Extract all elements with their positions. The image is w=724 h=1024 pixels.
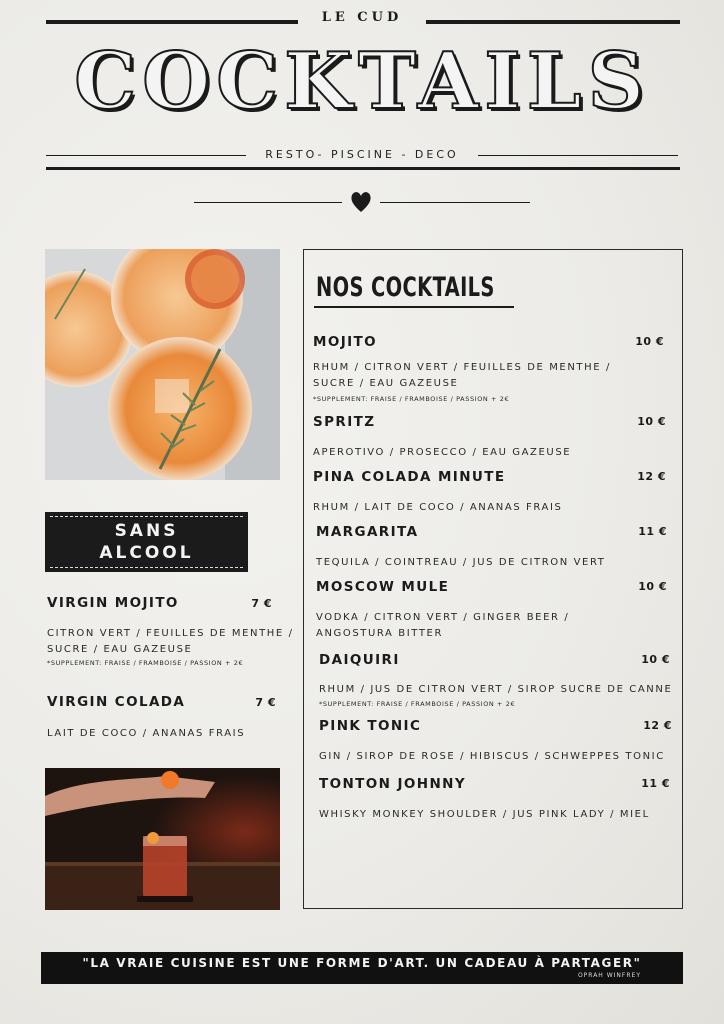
daiquiri-supplement: *SUPPLEMENT: FRAISE / FRAMBOISE / PASSION + 2€	[319, 700, 516, 708]
header-bottom-rule	[46, 167, 680, 170]
pink-tonic-desc: GIN / SIROP DE ROSE / HIBISCUS / SCHWEPPES TONIC	[319, 751, 665, 762]
sans-alcool-title	[45, 520, 248, 564]
quote-author: OPRAH WINFREY	[577, 972, 641, 979]
daiquiri-price: 10 €	[641, 653, 670, 666]
moscow-mule-price: 10 €	[638, 580, 667, 593]
subtitle-rule-left	[46, 155, 246, 156]
brand-name: LE CUD	[321, 10, 403, 25]
spritz-name: SPRITZ	[313, 414, 376, 430]
header-top-rule-right	[426, 20, 680, 24]
tonton-johnny-desc: WHISKY MONKEY SHOULDER / JUS PINK LADY / MIEL	[319, 809, 650, 820]
virgin-mojito-name: VIRGIN MOJITO	[47, 595, 179, 611]
mojito-price: 10 €	[635, 335, 664, 348]
pina-colada-name: PINA COLADA MINUTE	[313, 469, 506, 485]
virgin-mojito-price: 7 €	[251, 597, 272, 610]
mojito-name: MOJITO	[313, 334, 378, 350]
page-title: COCKTAILS	[74, 36, 650, 127]
cocktails-panel	[303, 249, 683, 909]
virgin-colada-name: VIRGIN COLADA	[47, 694, 186, 710]
margarita-desc: TEQUILA / COINTREAU / JUS DE CITRON VERT	[316, 557, 606, 568]
panel-title-underline	[314, 306, 514, 308]
daiquiri-name: DAIQUIRI	[319, 652, 400, 668]
quote-text: "LA VRAIE CUISINE EST UNE FORME D'ART. UN CADEAU À PARTAGER"	[82, 956, 642, 970]
subtitle-rule-right	[478, 155, 678, 156]
sans-alcool-header	[45, 512, 248, 572]
mojito-desc: RHUM / CITRON VERT / FEUILLES DE MENTHE / SUCRE / EAU GAZEUSE	[313, 362, 611, 389]
page-subtitle: RESTO- PISCINE - DECO	[265, 148, 459, 161]
virgin-mojito-desc: CITRON VERT / FEUILLES DE MENTHE / SUCRE / EAU GAZEUSE	[47, 628, 294, 655]
moscow-mule-name: MOSCOW MULE	[316, 579, 450, 595]
moscow-mule-desc: VODKA / CITRON VERT / GINGER BEER / ANGOSTURA BITTER	[316, 612, 570, 639]
pina-colada-desc: RHUM / LAIT DE COCO / ANANAS FRAIS	[313, 502, 563, 513]
pink-tonic-name: PINK TONIC	[319, 718, 422, 734]
pink-tonic-price: 12 €	[643, 719, 672, 732]
panel-title: NOS COCKTAILS	[316, 272, 495, 303]
tonton-johnny-price: 11 €	[641, 777, 670, 790]
heart-icon	[350, 190, 372, 214]
virgin-colada-price: 7 €	[255, 696, 276, 709]
heart-rule-left	[194, 202, 342, 203]
margarita-name: MARGARITA	[316, 524, 419, 540]
virgin-colada-desc: LAIT DE COCO / ANANAS FRAIS	[47, 728, 246, 739]
sans-alcool-title-line2: ALCOOL	[99, 543, 194, 563]
heart-rule-right	[380, 202, 530, 203]
pina-colada-price: 12 €	[637, 470, 666, 483]
spritz-price: 10 €	[637, 415, 666, 428]
daiquiri-desc: RHUM / JUS DE CITRON VERT / SIROP SUCRE DE CANNE	[319, 684, 673, 695]
bartender-photo	[45, 768, 280, 910]
mojito-supplement: *SUPPLEMENT: FRAISE / FRAMBOISE / PASSION + 2€	[313, 395, 510, 403]
virgin-mojito-supplement: *SUPPLEMENT: FRAISE / FRAMBOISE / PASSION + 2€	[47, 659, 244, 667]
spritz-desc: APEROTIVO / PROSECCO / EAU GAZEUSE	[313, 447, 572, 458]
sans-alcool-title-line1: SANS	[114, 521, 179, 541]
quote-bar	[41, 952, 683, 984]
margarita-price: 11 €	[638, 525, 667, 538]
header-top-rule-left	[46, 20, 298, 24]
tonton-johnny-name: TONTON JOHNNY	[319, 776, 467, 792]
cocktail-photo-top	[45, 249, 280, 480]
